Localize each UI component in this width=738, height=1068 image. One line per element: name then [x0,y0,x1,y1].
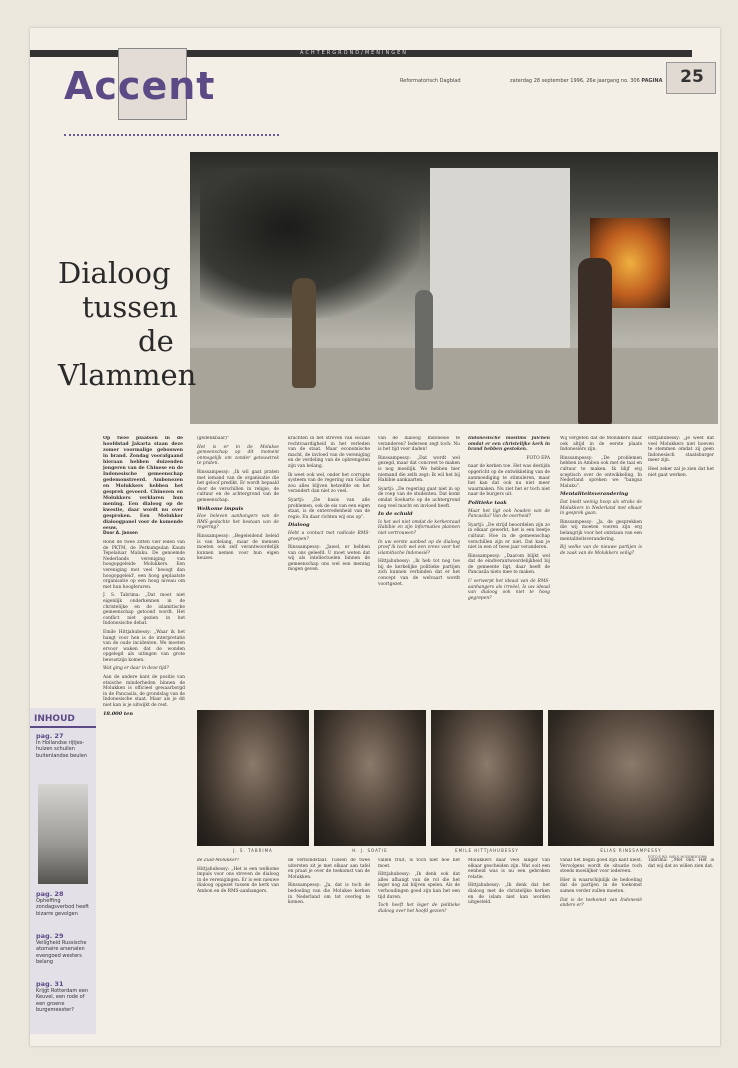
paragraph: Tabrima: „Met ons. Het is dat wij dat zo willen zien dat. [648,858,714,869]
contents-item[interactable] [36,980,94,1014]
question: Wat ging er daar in deze tijd? [103,666,169,672]
question: Hebt u contact met radicale RMS-groepen? [288,530,370,542]
contents-item[interactable] [36,890,94,917]
contents-page: pag. 28 [36,890,64,898]
paragraph: Rond de twee zitten vier leden van de PKTM, de Perkumpulan Kaum Tepelaluar Maluku. De genoemde Nederlands vereniging van hoogopgeleide Molukkers. Een vereniging met veel 'beoogt dan hoogopgeleid', een hoog geplaatste organisatie op een hoog niveau om met hun hoogleraren. [103,540,185,590]
article-column-6 [560,436,642,696]
paragraph: Hittjahubessy: „Ik denk dat het dialoog met de christelijke kerken en de islam niet kan worden uitgesteld. [468,883,550,906]
question: Maar het ligt ook houden van de Pancasila? Van de overheid? [468,508,550,520]
subhead: Politieke taak [468,499,507,506]
paragraph: Rinssampessy: „Ja, de gesprekken die wij moeten voeren zijn erg belangrijk voor het ontstaan van een mentaliteitsverandering. [560,519,642,542]
article-column-5 [468,436,550,696]
paragraph: (gedenkbaar)" [197,436,229,441]
headline-line-4: Vlammen [58,358,197,392]
photo-figure-middle [415,290,433,390]
paragraph: Rinssampessy: „Jawel, er hebben van ons geleefd. U moet weten dat wij als intellectuelen binnen de gemeenschap ons wel een mening mogen geven. [288,545,370,573]
paragraph: Rinssampessy: „Begeleidend beleid is van belang, maar de mensen moeten ook zelf verantwoordelijk kunnen nemen voor hun eigen keuzes. [197,533,279,562]
dateline [510,78,662,84]
contents-text: Krijgt Rotterdam een Keuvel, een rode of een groene burgemeester? [36,988,89,1014]
contents-page: pag. 29 [36,932,64,940]
question: de Zuid-Molukker? [197,858,240,863]
portrait-photo [548,710,714,846]
section-title: Accent [64,64,216,108]
paragraph: J. S. Tabrima: „Dat moet niet eigenlijk onderkennen in de christelijke en de islamitische gemeenschap getoond wordt. Het conflict niet gezien in het Indonesische debat. [103,593,185,627]
paragraph: Hittjahubessy: „Je weet dat veel Molukkers niet hoeven te stemmen omdat zij geen Indonesisch staatsburger meer zijn. [648,436,714,464]
paragraph: Molukkers daar veel langer van elkaar gescheiden zijn. Wat ooit een eenheid was is nu een gebroken relatie. [468,858,550,880]
photo-caption: Indonesische moslims juichen omdat er een christelijke kerk in brand hebben gestoken. [468,436,550,453]
paragraph: Syartji: „De regering gaat niet in op de roep van de studenten. Dat komt omdat Soeharto op de achtergrond nog veel macht en invloed heeft. [378,486,460,509]
page-word: PAGINA [641,78,663,84]
question: U verwerpt het ideaal van de RMS-aanhangers als irreëel. Is uw ideaal van dialoog ook niet te hoog gegrepen? [468,579,550,601]
paragraph: de verbondstaat. Tussen de twee uitersten zit je met elkaar aan tafel en praat je over de toekomst van de Molukken. [288,858,370,880]
paragraph: Hittjahubessy: „Het is een welkome impuls voor ons streven de dialoog in de verenigingen. Er is een nieuwe dialoog opgezet tussen de kerk van Ambon en de RMS-aanhangers. [197,866,279,894]
question: Is het wel niet omdat de kerkenraad Habibie en zijn informaties plannen niet vertrouwen? [378,519,460,536]
paragraph: Emile Hittjahubessy: „Waar ik het hangt voor hen is de interpretatie van de oude incidenten. We moeten ervoor waken dat de wonden opgelegd als uitingen van grote bewustzijn komen. [103,629,185,663]
newspaper-page [30,28,720,1046]
section-label: ACHTERGROND/MENINGEN [300,50,409,56]
question: Bij welke van de nieuwe partijen is de zaak van de Molukkers veilig? [560,545,642,556]
article-column-4 [378,436,460,696]
paragraph: krachten in het streven van sociale rechtvaardigheid in het verleden van de staat. Maar economische macht, de invloed van de vereniging en de verdeling van de opbrengsten zijn van belang. [288,436,370,469]
paragraph: Rinssampessy: „Ik wil gaat praten met iemand van de organisatie die het geloof predikt. Er wordt bepaald door de verschillen in religie, de cultuur en de achtergrond van de gemeenschap. [197,469,279,503]
portrait-photo [197,710,309,846]
article-column-2 [197,436,279,696]
subhead: Mentaliteitsverandering [560,491,629,498]
paragraph: Aan de andere kant de positie van etnische minderheden binnen de Molukken is officieel gewaarborgd in de Pancasila, de grondslag van de Indonesische staat. Maar als je dit niet kan is je uitwijkt de rest. [103,675,185,709]
headline-line-1: Dialoog [58,256,171,290]
photo-ground [190,348,718,424]
paragraph: Rinssampessy: „Ja, dat is toch de bedoeling van die Molukse kerken in Nederland om tot overleg te komen. [288,883,370,906]
paragraph: Hittjahubessy: „Ik heb tot nog toe bij de kerkelijke politieke partijen zich kunnen verbinden dat er het concept van de welvaart wordt voortgezet. [378,559,460,587]
subhead: In de schuld [378,511,413,518]
paragraph: Hittjahubessy: „Ik denk ook dat alles afhangt van de rol die het leger nog zal blijven spelen. Als de verhoudingen goed zijn kan het een tijd duren. [378,872,460,900]
contents-item[interactable] [36,932,94,966]
paragraph: Ik weet ook wel, onder het corrupte systeem van de regering van Golkar zou alles blijven hetzelfde en het verandert dan niet zo veel. [288,472,370,495]
paragraph: Syartji: „De strijd beoordelen zijn zo in elkaar gewerkt, het is een beetje cultuur. Hoe in de gemeenschap verschillen zijn er niet. Dat kan je niet in een of twee jaar veranderen. [468,522,550,551]
contents-text: Veiligheid Russische atomaire arsenalen evengoed westers belang [36,940,87,966]
paragraph: van de dialoog Indonesië te veranderen? Iedereen zegt toch: Nu is het tijd voor daden! [378,436,460,453]
paragraph: vallen truit, is toch niet hoe het moet. [378,858,460,869]
contents-title: INHOUD [34,714,75,724]
portrait-photo [314,710,426,846]
paragraph: Rinssampessy: „Dat wordt wel gezegd, maar dat concreet te maken is nog moeilijk. We hebben hier niemand die zelfs zegt: Ik wil het bij Habibie aankaarten. [378,455,460,484]
contents-photo [38,784,88,884]
headline-line-3: de [138,324,174,358]
portrait-caption: ELIAS RINSSAMPESSY [600,848,662,853]
article-column-1 [103,540,185,888]
question: Dat biedt weinig hoop als straks de Molukkers in Nederland met elkaar in gesprek gaan. [560,499,642,517]
question: Dat is de toekomst van Indonesië anders er? [560,897,642,909]
article-bottom-column-2 [197,858,279,1038]
article-bottom-column-3 [288,858,370,1038]
paragraph: vanaf het begin goed zijn kant kiest. Vervolgens wordt de situatie toch steeds moeilijker voor iedereen. [560,858,642,875]
paragraph: naar de kerken toe. Het was destijds opgericht op de ontwikkeling van de aanmoediging te stimuleren, maar het kan dat ook nu niet meer waarmaken. Nu ziet het er toch niet naar de burgers uit. [468,464,550,498]
article-column-7 [648,436,714,696]
newspaper-name: Reformatorisch Dagblad [400,78,461,84]
contents-page: pag. 31 [36,980,64,988]
paragraph: Rinssampessy: „De problemen hebben in Ambon ook met de taal en cultuur te maken. Ik blijf erg sceptisch over de ontwikkeling. In Nederland spreken we "bangsa Maluku". [560,455,642,489]
contents-text: Opheffing zondagsverbod heeft bizarre gevolgen [36,898,89,917]
paragraph: Hier is waarschijnlijk de bedoeling dat de partijen in de toekomst samen verder zullen moeten. [560,877,642,894]
headline-line-2: tussen [82,290,178,324]
portrait-caption: J. S. TABRIMA [233,848,273,853]
date-text: zaterdag 28 september 1996, 26e jaargang no. 306 [510,78,640,84]
photo-figure-right [578,258,612,424]
photo-figure-left [292,278,316,388]
contents-text: In Hollandse rijtjes-huizen schuilen buitenlandse beulen [36,740,88,759]
photo-building [430,168,570,358]
question: Het is er in de Molukse gemeenschap op dit moment onmogelijk om zonder getouwtrek te praten. [197,444,279,467]
section-title-rule [64,134,279,136]
photo-credit: FOTO'S RD. NIELS HOGENDOORN [648,855,707,859]
paragraph: Syartji: „De basis van alle problemen, ook de eis van een eigen staat, is de ontevredenheid van de regio. En daar richten wij ons op". [288,497,370,520]
contents-rule [30,726,96,728]
question: In uw eerste aanbod op de dialoog proef ik toch wel een vrees voor het islamitische Indonesië? [378,539,460,556]
article-bottom-column-5 [468,858,550,1038]
subhead: 18.000 ten [103,710,134,717]
article-bottom-column-6 [560,858,642,1038]
paragraph: Rinssampessy: „Daarom blijkt wel dat de eindverantwoordelijkheid bij de gemeente ligt, daar heeft de Pancasila niets mee te maken. [468,553,550,576]
byline: Door A. Jansen [103,530,138,535]
page-number: 25 [680,67,704,87]
portrait-photo [431,710,543,846]
paragraph: Wij vergeten dat de Molukkers daar ook altijd in de eerste plaats Indonesiërs zijn. [560,436,642,453]
headline [58,256,196,392]
article-bottom-column-7 [648,858,714,1038]
article-intro: Op twee plaatsen in de hoofdstad Jakarta staan deze zomer voormalige gebouwen in brand. Zondag voorafgaand hieraan hebben duizenden jongeren van de Chinese en de Indonesische gemeenschap gedemonstreerd. Ambonezen en Molukkers hebben het gesprek gevoerd. Chinezen en Molukkers verklaren hun mening. Een dialoog op de kwestie, daar wordt nu over gesproken. Een Molukker dialoogpanel voor de komende eeuw. [103,436,183,531]
contents-item[interactable] [36,732,94,759]
paragraph: Heel zeker zal je zien dat het niet gaat werken. [648,466,714,478]
article-bottom-column-4 [378,858,460,1038]
question: Hoe beleven aanhangers van de RMS-gedachte het bestaan van de regering? [197,514,279,531]
portrait-caption: H. J. SOATIE [352,848,388,853]
contents-page: pag. 27 [36,732,64,740]
article-column-3 [288,436,370,696]
question: Toch heeft het leger de politieke dialoog over het hoofd gezien? [378,903,460,914]
subhead: Dialoog [288,522,310,529]
photo-credit-inline: FOTO EPA [526,455,550,461]
subhead: Welkome impuls [197,505,244,512]
portrait-caption: EMILE HITTJAHUBESSY [455,848,519,853]
